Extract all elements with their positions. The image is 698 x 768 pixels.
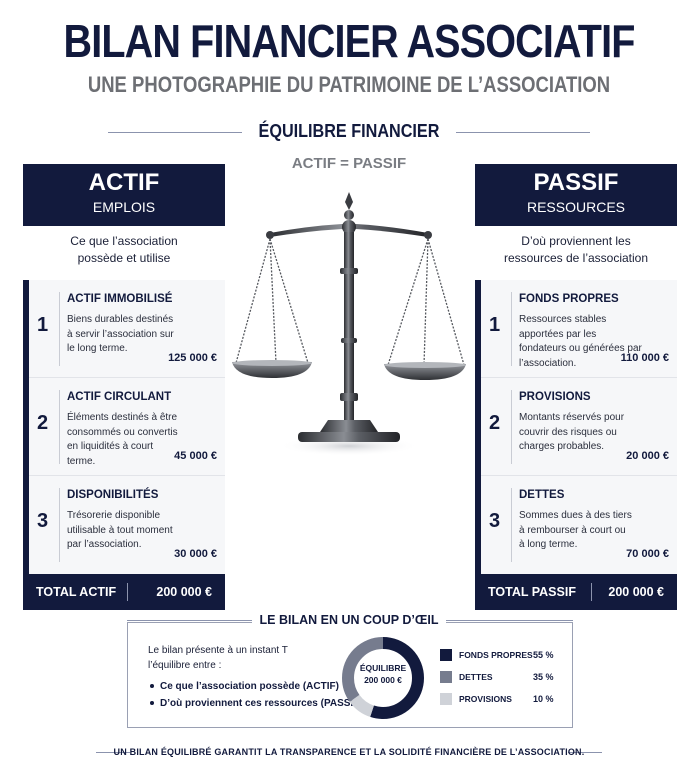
actif-description: Ce que l’association possède et utilise [70,234,178,265]
item-title: ACTIF CIRCULANT [67,391,172,403]
item-description: Ressources stables apportées par les fondateurs ou générées par l’association. [519,314,642,369]
passif-header [475,164,677,226]
item-number: 2 [37,412,49,434]
page-subtitle: UNE PHOTOGRAPHIE DU PATRIMOINE DE L’ASSOCIATION [87,72,611,97]
passif-total-label: TOTAL PASSIF [488,585,576,599]
item-value: 125 000 € [168,352,217,364]
passif-item-list [475,280,677,574]
equilibre-title: ÉQUILIBRE FINANCIER [258,121,440,141]
legend-item-fonds-propres [440,648,570,662]
summary-bullet-passif: D’où proviennent ces ressources (PASSIF) [150,698,363,709]
legend-label: FONDS PROPRES [459,650,533,660]
item-value: 70 000 € [626,548,669,560]
legend-label: PROVISIONS [459,694,512,704]
item-title: FONDS PROPRES [519,293,619,305]
summary-title: LE BILAN EN UN COUP D’ŒIL [0,613,698,627]
item-number: 1 [489,314,501,336]
passif-subtitle: RESSOURCES [526,199,626,215]
item-separator [511,488,512,562]
item-value: 20 000 € [626,450,669,462]
legend-value: 55 % [533,650,554,660]
item-number: 3 [37,510,49,532]
item-description: Sommes dues à des tiers à rembourser à court ou à long terme. [519,510,632,550]
legend-swatch [440,649,452,661]
list-item [29,378,225,476]
item-value: 110 000 € [620,352,669,364]
legend-value: 10 % [533,694,554,704]
item-separator [59,390,60,464]
actif-total-bar [23,574,225,610]
passif-total-bar [475,574,677,610]
item-title: PROVISIONS [519,391,591,403]
item-number: 3 [489,510,501,532]
list-item [29,476,225,574]
item-description: Trésorerie disponible utilisable à tout moment par l’association. [67,510,173,550]
legend-swatch [440,693,452,705]
donut-label: ÉQUILIBRE 200 000 € [359,663,407,685]
footer-text: UN BILAN ÉQUILIBRÉ GARANTIT LA TRANSPARENCE ET LA SOLIDITÉ FINANCIÈRE DE L’ASSOCIATION. [113,747,585,757]
item-description: Biens durables destinés à servir l’association sur le long terme. [67,314,174,354]
actif-header [23,164,225,226]
page-title: BILAN FINANCIER ASSOCIATIF [63,15,635,67]
legend-swatch [440,671,452,683]
actif-title: ACTIF [88,169,160,196]
legend-item-provisions [440,692,570,706]
actif-total-value: 200 000 € [156,585,212,599]
actif-total-label: TOTAL ACTIF [36,585,117,599]
total-separator [127,583,128,601]
total-separator [591,583,592,601]
item-separator [59,488,60,562]
equilibre-formula: ACTIF = PASSIF [291,155,407,172]
passif-description: D’où proviennent les ressources de l’association [503,234,649,265]
passif-title: PASSIF [533,169,619,196]
list-item [481,378,677,476]
list-item [481,476,677,574]
item-number: 2 [489,412,501,434]
item-title: DETTES [519,489,565,501]
item-number: 1 [37,314,49,336]
legend-label: DETTES [459,672,493,682]
item-value: 45 000 € [174,450,217,462]
item-separator [511,292,512,366]
legend-value: 35 % [533,672,554,682]
list-item [481,280,677,378]
item-value: 30 000 € [174,548,217,560]
summary-intro: Le bilan présente à un instant T l’équilibre entre : [148,645,288,671]
item-description: Éléments destinés à être consommés ou convertis en liquidités à court terme. [67,412,178,467]
item-separator [59,292,60,366]
item-title: ACTIF IMMOBILISÉ [67,293,173,305]
balance-scale-icon [228,188,470,478]
actif-item-list [23,280,225,574]
summary-box [127,622,573,728]
passif-total-value: 200 000 € [608,585,664,599]
list-item [29,280,225,378]
summary-bullet-actif: Ce que l’association possède (ACTIF) [150,681,339,692]
item-description: Montants réservés pour couvrir des risques ou charges probables. [519,412,625,452]
item-separator [511,390,512,464]
legend-item-dettes [440,670,570,684]
item-title: DISPONIBILITÉS [67,489,159,501]
actif-subtitle: EMPLOIS [92,199,156,215]
donut-chart [340,635,426,721]
